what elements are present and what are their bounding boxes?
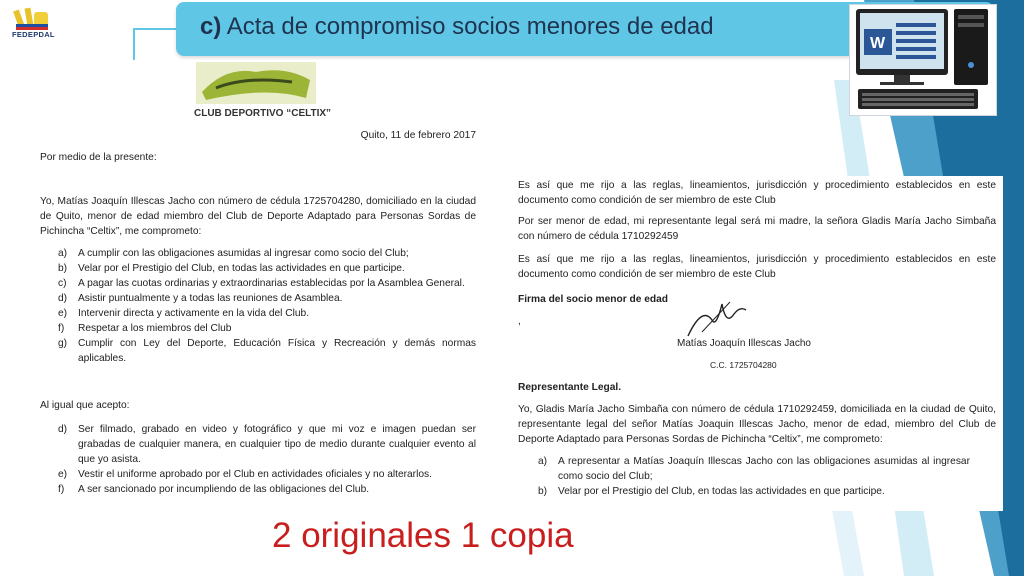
title-prefix: c) [200, 13, 222, 40]
club-name: CLUB DEPORTIVO “CELTIX” [194, 108, 332, 119]
page-title [200, 13, 714, 41]
doc-date: Quito, 11 de febrero 2017 [360, 130, 476, 141]
list-item: b) Velar por el Prestigio del Club, en todas las actividades en que participe. [538, 486, 885, 497]
representative-commitments [538, 454, 970, 499]
list-item: a) A cumplir con las obligaciones asumidas al ingresar como socio del Club; [58, 248, 409, 259]
footer-copies-note: 2 originales 1 copia [272, 516, 574, 555]
doc-intro: Por medio de la presente: [40, 152, 157, 163]
representative-paragraph: Por ser menor de edad, mi representante legal será mi madre, la señora Gladis María Jacho Simbaña con número de cédula 1710292459 [518, 216, 996, 242]
decor-line-vertical [133, 28, 135, 60]
signer-name: Matías Joaquín Illescas Jacho [677, 338, 811, 349]
signer-id: C.C. 1725704280 [710, 360, 777, 370]
signature-heading: Firma del socio menor de edad [518, 294, 669, 305]
list-item: e) Intervenir directa y activamente en la vida del Club. [58, 308, 310, 319]
computer-word-image [849, 4, 997, 116]
word-app-letter: W [870, 35, 886, 52]
representative-declaration: Yo, Gladis María Jacho Simbaña con número de cédula 1710292459, domiciliada en la ciudad de Quito, representante legal del señor Matías Joaquin Illescas Jacho, menor de edad, miembro del Club de Deporte Adaptado para Personas Sordas de Pichincha “Celtix”, me comprometo: [518, 404, 996, 445]
representative-heading: Representante Legal. [518, 382, 622, 393]
celtix-club-logo-icon [196, 62, 316, 104]
accept-intro: Al igual que acepto: [40, 400, 130, 411]
list-item: b) Velar por el Prestigio del Club, en todas las actividades en que participe. [58, 263, 405, 274]
signature-mark: , [518, 316, 521, 327]
left-document-page [38, 60, 480, 500]
list-item: f) A ser sancionado por incumpliendo de las obligaciones del Club. [58, 484, 370, 495]
list-item: d) Asistir puntualmente y a todas las reuniones de Asamblea. [58, 293, 343, 304]
list-item: d) Ser filmado, grabado en video y fotográfico y que mi voz e imagen puedan ser grabadas de cualquier manera, en cualquier tipo de medio durante cualquier evento al que yo asista. [58, 424, 476, 465]
fedepdal-logo-text: FEDEPDAL [12, 30, 55, 39]
list-item: g) Cumplir con Ley del Deporte, Educación Física y Recreación y demás normas aplicables. [58, 338, 476, 364]
list-item: c) A pagar las cuotas ordinarias y extraordinarias establecidas por la Asamblea General. [58, 278, 465, 289]
decor-line [133, 28, 178, 30]
acceptances-list [58, 422, 476, 497]
rule-paragraph-repeat: Es así que me rijo a las reglas, lineamientos, jurisdicción y procedimiento establecidos en este documento como condición de ser miembro de este Club [518, 254, 996, 280]
computer-icon [850, 5, 996, 115]
title-text: Acta de compromiso socios menores de edad [226, 13, 714, 40]
list-item: a) A representar a Matías Joaquín Illescas Jacho con las obligaciones asumidas al ingresar como socio del Club; [538, 456, 970, 482]
list-item: f) Respetar a los miembros del Club [58, 323, 232, 334]
doc-declaration: Yo, Matías Joaquín Illescas Jacho con número de cédula 1725704280, domiciliado en la ciudad de Quito, menor de edad miembro del Club de Deporte Adaptado para Personas Sordas de Pichincha “Celtix”, me comprometo: [40, 196, 476, 237]
list-item: e) Vestir el uniforme aprobado por el Club en actividades oficiales y no alterarlos. [58, 469, 432, 480]
rule-paragraph: Es así que me rijo a las reglas, lineamientos, jurisdicción y procedimiento establecidos en este documento como condición de ser miembro de este Club [518, 180, 996, 206]
commitments-list [58, 246, 476, 366]
right-document-page [510, 176, 1003, 511]
